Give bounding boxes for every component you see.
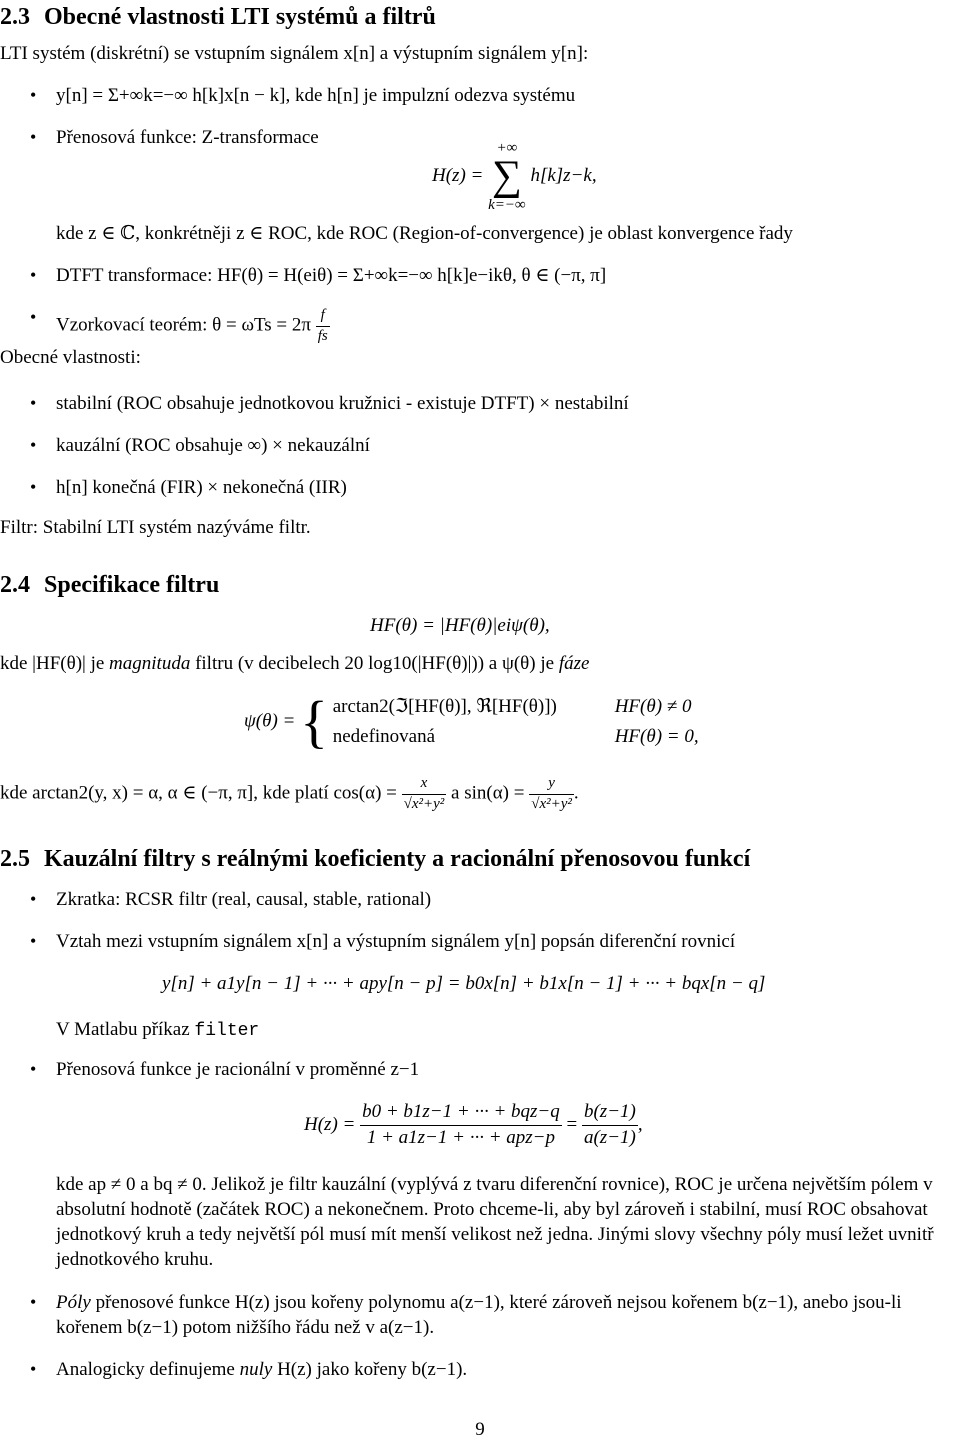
case-expression: nedefinovaná [332, 726, 436, 747]
equation-magnitude-phase: HF(θ) = |HF(θ)|eiψ(θ), [370, 615, 550, 636]
case-condition: HF(θ) ≠ 0 [614, 696, 692, 717]
section-title: Kauzální filtry s reálnými koeficienty a racionální přenosovou funkcí [44, 846, 751, 872]
bullet-sampling-theorem [56, 306, 330, 346]
section-heading-2-4 [0, 570, 219, 601]
bullet-causality: • kauzální (ROC obsahuje ∞) × nekauzální [56, 434, 370, 459]
bullet-stability: • stabilní (ROC obsahuje jednotkovou kružnici - existuje DTFT) × nestabilní [56, 392, 629, 417]
roc-note: kde z ∈ ℂ, konkrétněji z ∈ ROC, kde ROC (Region-of-convergence) je oblast konvergence řady [56, 223, 793, 244]
eq-left: H(z) = [432, 165, 484, 186]
fraction-sin [529, 774, 574, 814]
fraction-denominator: √x²+y² [531, 795, 572, 812]
eq-left: ψ(θ) = [244, 710, 296, 732]
bullet-transfer-function: • Přenosová funkce: Z-transformace [56, 126, 319, 151]
brace-icon: { [300, 689, 328, 754]
text-part: . [573, 782, 579, 804]
sigma-icon: ∑ [491, 153, 522, 199]
text-part: filtru (v decibelech 20 log10(|HF(θ)|)) a ψ(θ) je [190, 653, 559, 674]
text-part: Analogicky definujeme [56, 1359, 240, 1380]
cases-block [333, 692, 699, 752]
eq-right: h[k]z−k, [530, 165, 597, 186]
equation-z-transform [432, 140, 597, 213]
bullet-rcsr: • Zkratka: RCSR filtr (real, causal, stable, rational) [56, 888, 431, 913]
bullet-difference-equation: • Vztah mezi vstupním signálem x[n] a výstupním signálem y[n] popsán diferenční rovnicí [56, 930, 735, 955]
bullet-poles [56, 1290, 960, 1340]
fraction-f-fs [316, 306, 330, 346]
fraction-denominator: a(z−1) [583, 1126, 636, 1148]
page-number: 9 [475, 1419, 485, 1440]
section-number: 2.3 [0, 4, 30, 30]
fraction-numerator: b(z−1) [582, 1100, 638, 1126]
case-row [333, 722, 699, 752]
fraction-denominator: fs [317, 327, 328, 344]
matlab-note [56, 1018, 259, 1043]
case-row [333, 692, 699, 722]
term-zeros: nuly [239, 1359, 273, 1380]
eq-left: H(z) = [304, 1113, 356, 1135]
case-expression: arctan2(ℑ[HF(θ)], ℜ[HF(θ)]) [332, 696, 557, 717]
sum-upper-limit: +∞ [496, 140, 518, 156]
term-phase: fáze [558, 653, 590, 674]
bullet-rational-transfer: • Přenosová funkce je racionální v proměnné z−1 [56, 1058, 419, 1083]
term-poles: Póly [56, 1292, 91, 1313]
section-title: Specifikace filtru [44, 572, 220, 598]
equation-transfer-function [304, 1100, 643, 1150]
fraction-denominator: √x²+y² [403, 795, 445, 812]
magnitude-phase-text [0, 652, 589, 677]
equals-sign: = [566, 1113, 578, 1135]
term-magnitude: magnituda [109, 653, 191, 674]
text-part: , [637, 1113, 643, 1135]
bullet-fir-iir: • h[n] konečná (FIR) × nekonečná (IIR) [56, 476, 347, 501]
bullet-zeros [56, 1358, 467, 1383]
sampling-text: Vzorkovací teorém: θ = ωTs = 2π [56, 314, 311, 336]
text-part: kde |HF(θ)| je [0, 653, 110, 674]
text-part: H(z) jako kořeny b(z−1). [272, 1359, 468, 1380]
intro-text: LTI systém (diskrétní) se vstupním signálem x[n] a výstupním signálem y[n]: [0, 43, 589, 64]
sum-lower-limit: k=−∞ [488, 196, 526, 213]
bullet-impulse-response: • y[n] = Σ+∞k=−∞ h[k]x[n − k], kde h[n] je impulzní odezva systému [56, 84, 575, 109]
section-number: 2.5 [0, 846, 30, 872]
text-part: V Matlabu příkaz [56, 1019, 195, 1040]
filter-definition: Filtr: Stabilní LTI systém nazýváme filtr. [0, 517, 311, 538]
fraction-polynomial [360, 1100, 562, 1150]
text-part: přenosové funkce H(z) jsou kořeny polynomu a(z−1), které zároveň nejsou kořenem b(z−1), anebo jsou-li kořenem b(z−1) potom nižšího řádu než v a(z−1). [56, 1292, 902, 1338]
text-part: a sin(α) = [451, 782, 525, 804]
fraction-short [582, 1100, 638, 1150]
fraction-cos [402, 774, 447, 814]
fraction-numerator: f [316, 306, 330, 327]
section-number: 2.4 [0, 572, 30, 598]
fraction-denominator: 1 + a1z−1 + ··· + apz−p [366, 1126, 555, 1148]
case-condition: HF(θ) = 0, [614, 726, 699, 747]
text-part: kde arctan2(y, x) = α, α ∈ (−π, π], kde platí cos(α) = [0, 782, 397, 804]
equation-difference: y[n] + a1y[n − 1] + ··· + apy[n − p] = b0x[n] + b1x[n − 1] + ··· + bqx[n − q] [162, 973, 766, 994]
properties-heading: Obecné vlastnosti: [0, 347, 141, 368]
fraction-numerator: y [529, 774, 574, 795]
section-title: Obecné vlastnosti LTI systémů a filtrů [44, 4, 436, 30]
fraction-numerator: b0 + b1z−1 + ··· + bqz−q [360, 1100, 562, 1126]
section-heading-2-3 [0, 2, 436, 33]
matlab-command: filter [194, 1021, 260, 1041]
bullet-dtft: • DTFT transformace: HF(θ) = H(eiθ) = Σ+∞k=−∞ h[k]e−ikθ, θ ∈ (−π, π] [56, 264, 606, 289]
sum-symbol [488, 140, 526, 213]
roc-paragraph: kde ap ≠ 0 a bq ≠ 0. Jelikož je filtr kauzální (vyplývá z tvaru diferenční rovnice), ROC je určena největším pólem v absolutní hodnotě (začátek ROC) a nekonečnem. Proto chceme-li, aby byl zároveň i stabilní, musí ROC obsahovat jednotkový kruh a tedy největší pól musí mít menší velikost než jedna. Jinými slovy všechny póly musí ležet uvnitř jednotkového kruhu. [56, 1174, 934, 1270]
fraction-numerator: x [402, 774, 447, 795]
equation-phase-cases [244, 689, 699, 754]
section-heading-2-5 [0, 844, 750, 875]
arctan2-definition [0, 774, 579, 814]
